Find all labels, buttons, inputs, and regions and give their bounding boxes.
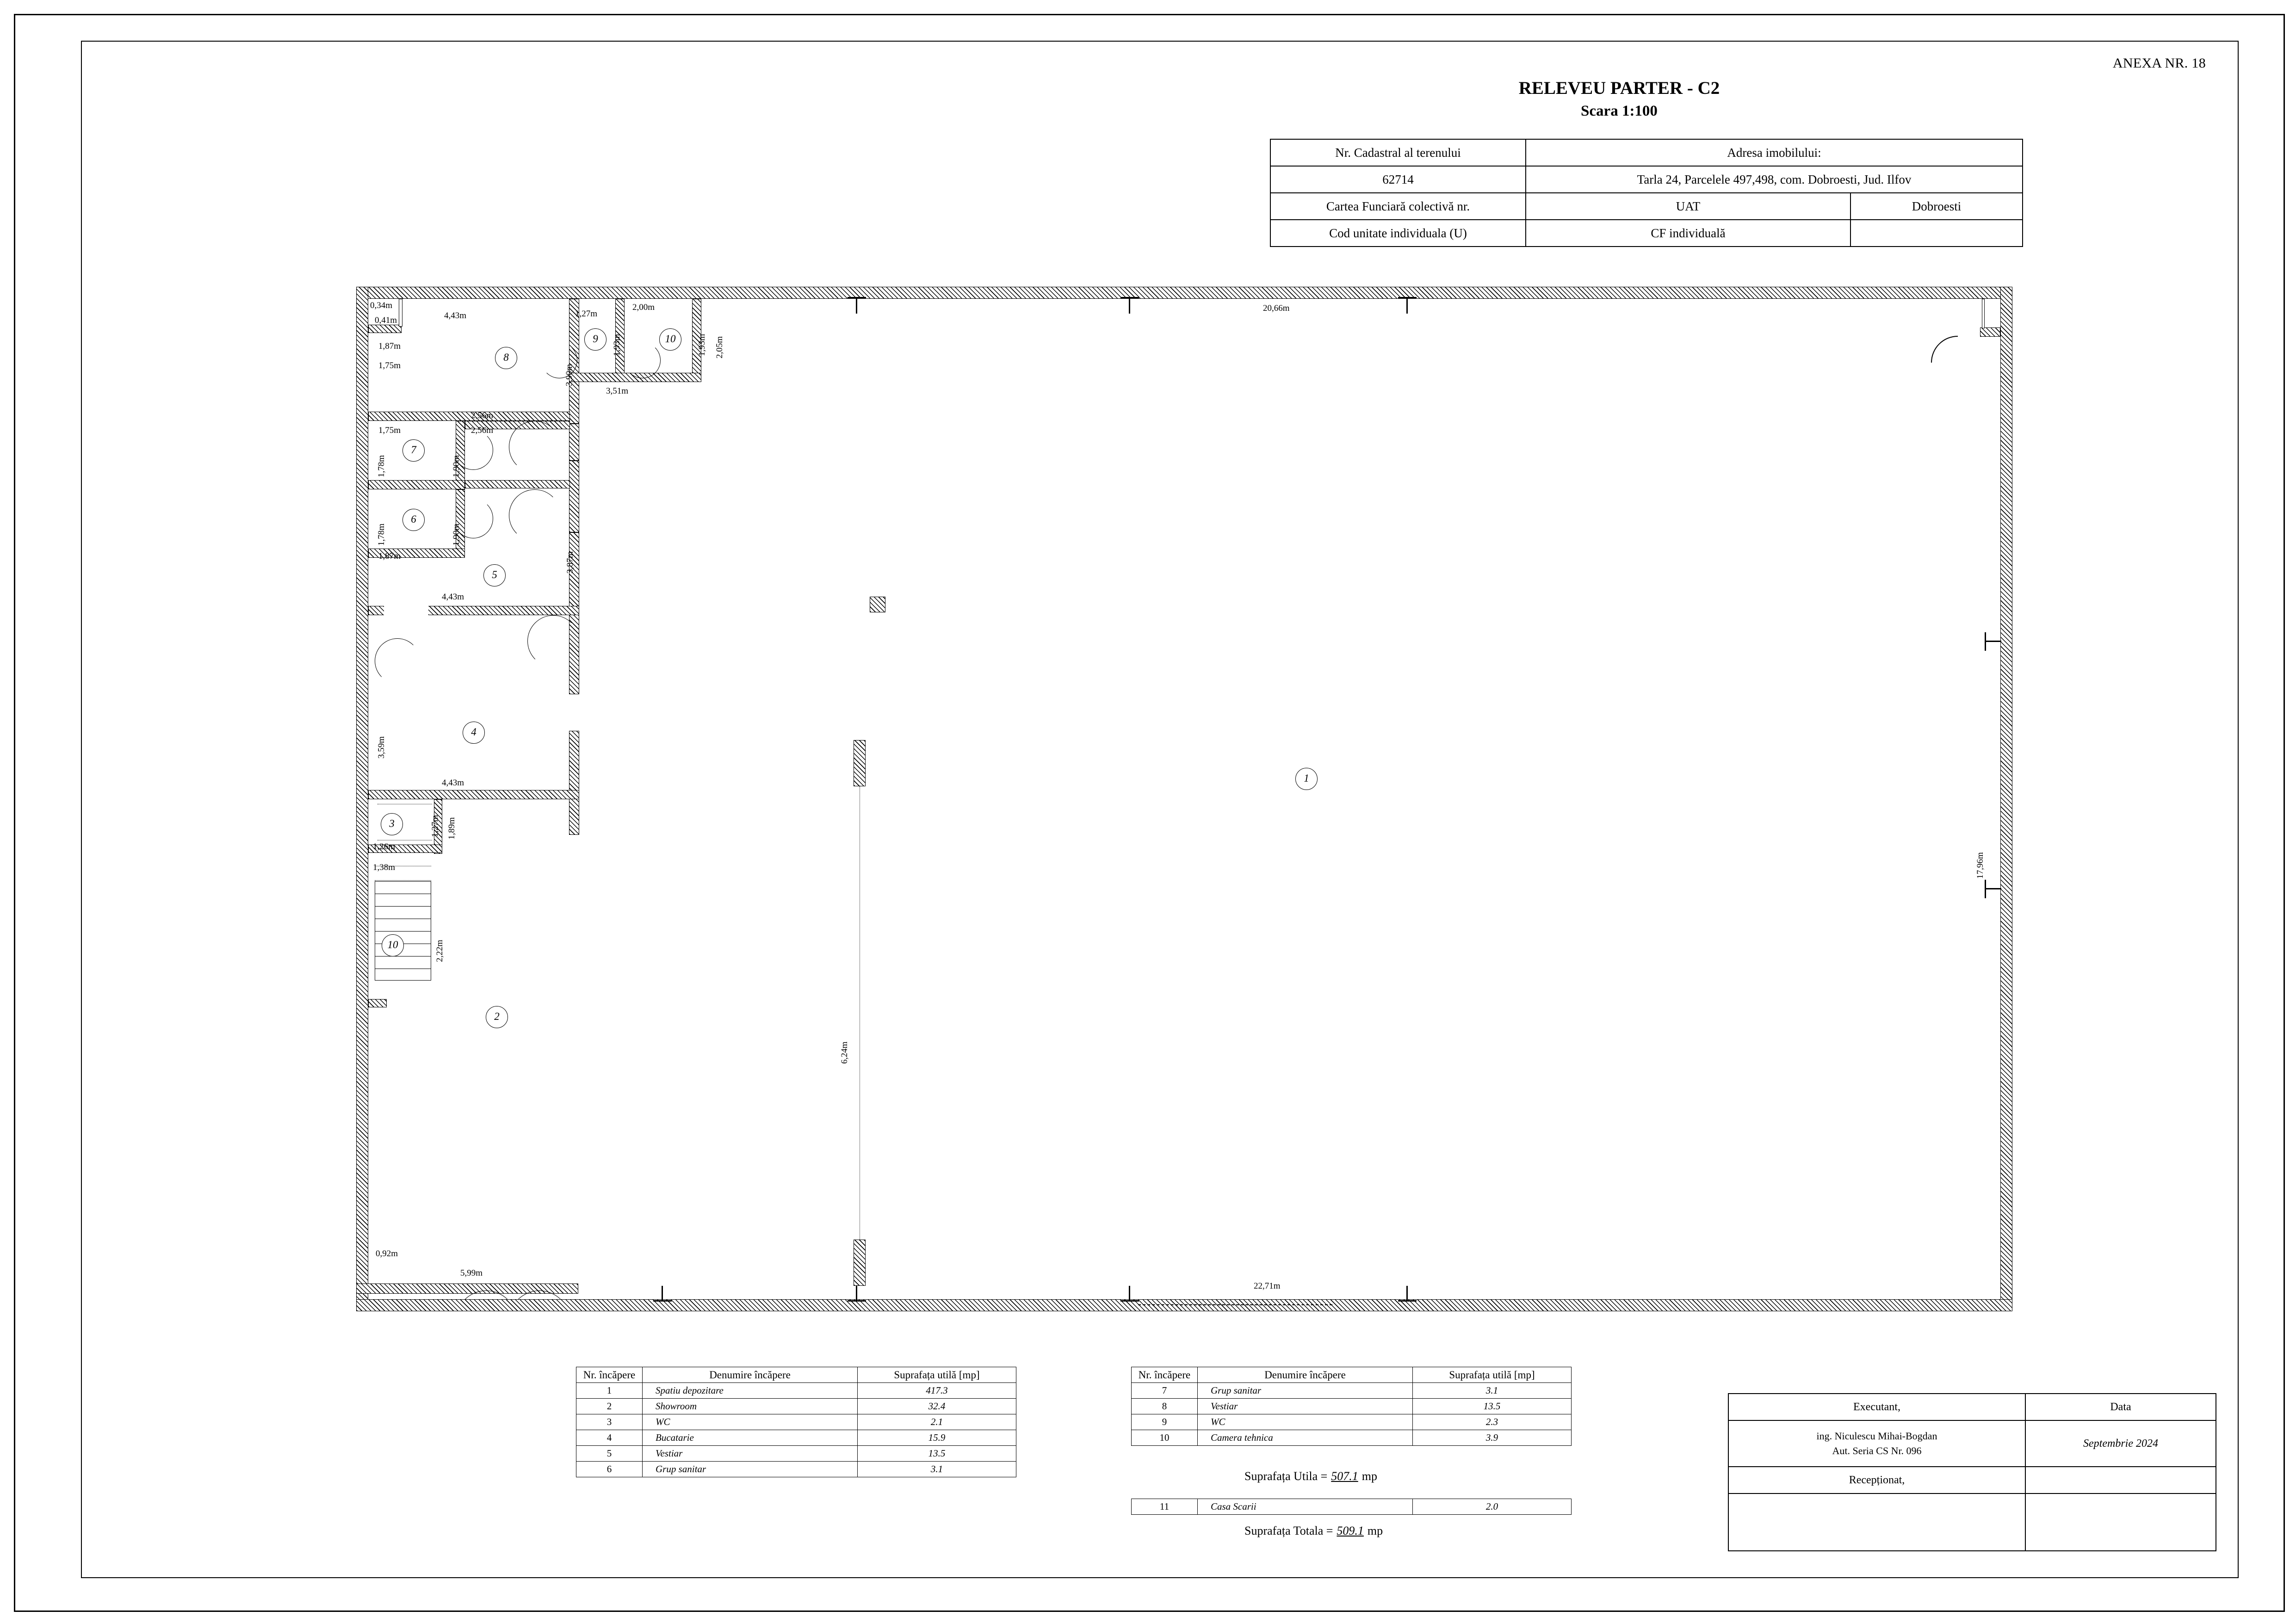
total-area-unit: mp (1367, 1524, 1383, 1537)
total-usable-value: 507.1 (1331, 1469, 1358, 1483)
room-number-6: 6 (402, 509, 425, 531)
dim-1-89: 1,89m (447, 817, 457, 839)
signature-table (1728, 1393, 2216, 1551)
header-uat-value: Dobroesti (1850, 193, 2023, 220)
dim-0-34: 0,34m (370, 301, 393, 310)
room-number-5: 5 (483, 564, 506, 586)
room-nr: 5 (576, 1446, 643, 1462)
dim-top-main: 20,66m (1263, 303, 1290, 313)
room-area: 417.3 (858, 1383, 1016, 1399)
room-nr: 8 (1132, 1399, 1198, 1414)
rooms-table-stair (1131, 1499, 1572, 1515)
room-nr: 9 (1132, 1414, 1198, 1430)
header-cf-individual-value (1850, 220, 2023, 247)
room-name: WC (643, 1414, 858, 1430)
wall-room7-bottom (368, 480, 465, 489)
total-usable-area (1244, 1469, 1377, 1483)
dim-bottom-left: 5,99m (460, 1268, 483, 1278)
room-nr: 6 (576, 1462, 643, 1477)
wall-top (356, 287, 2012, 299)
table-row (576, 1462, 1016, 1477)
beam-tick (856, 297, 857, 314)
header-cf-individual-label: CF individuală (1526, 220, 1850, 247)
dim-bottom-main: 22,71m (1254, 1281, 1281, 1291)
col-area: Suprafața utilă [mp] (1413, 1367, 1572, 1383)
beam-tick (848, 1300, 866, 1302)
room-nr: 1 (576, 1383, 643, 1399)
room-number-9: 9 (584, 328, 606, 351)
table-row (576, 1414, 1016, 1430)
room-nr: 4 (576, 1430, 643, 1446)
beam-tick (1985, 888, 2001, 889)
dim-6-24: 6,24m (840, 1041, 849, 1064)
dim-2-00: 2,00m (632, 302, 655, 312)
floor-plan (356, 287, 2022, 1337)
room-nr: 11 (1132, 1499, 1198, 1515)
total-area (1244, 1524, 1383, 1538)
room-number-1: 1 (1295, 768, 1318, 790)
page-title: RELEVEU PARTER - C2 (1518, 78, 1720, 98)
col-name: Denumire încăpere (1198, 1367, 1413, 1383)
beam-tick (1985, 641, 2001, 642)
dim-1-87-b: 1,87m (378, 551, 401, 561)
wall-right-return (1980, 327, 2000, 337)
executant-value (1728, 1420, 2025, 1467)
dim-4-43-b: 4,43m (442, 592, 464, 602)
room-number-2: 2 (486, 1006, 508, 1028)
column-square (870, 597, 885, 612)
wall-bottom-left-step (368, 999, 387, 1007)
dim-1-78-b: 1,78m (377, 523, 386, 546)
total-area-label: Suprafața Totala = (1244, 1524, 1333, 1537)
room-nr: 10 (1132, 1430, 1198, 1446)
room-area: 3.1 (858, 1462, 1016, 1477)
room-area: 2.1 (858, 1414, 1016, 1430)
total-usable-label: Suprafața Utila = (1244, 1469, 1328, 1483)
room-name: Vestiar (1198, 1399, 1413, 1414)
receptionat-label: Recepționat, (1728, 1467, 2025, 1493)
stair-outline-dotted2 (375, 880, 431, 881)
column-mid-bottom (854, 1240, 866, 1286)
table-row (576, 1430, 1016, 1446)
dim-1-78-a: 1,78m (377, 455, 386, 477)
dim-2-56-a: 2,56m (471, 411, 494, 420)
room-number-4: 4 (463, 722, 485, 744)
room-area: 2.3 (1413, 1414, 1572, 1430)
beam-tick (1120, 1300, 1139, 1302)
wall-room67-corridor2 (465, 480, 570, 488)
room-number-8: 8 (495, 347, 517, 369)
room-nr: 2 (576, 1399, 643, 1414)
wall-partition-vert-b (569, 461, 579, 532)
executant-name: ing. Niculescu Mihai-Bogdan (1816, 1430, 1937, 1442)
table-row (576, 1446, 1016, 1462)
beam-tick (1985, 880, 1986, 898)
door-arc-entry-bottom (456, 1290, 517, 1351)
wall-room4-bottom (368, 790, 579, 799)
room-area: 3.1 (1413, 1383, 1572, 1399)
bottom-dashed-line (1138, 1304, 1332, 1305)
executant-label: Executant, (1728, 1394, 2025, 1420)
beam-tick (1398, 297, 1417, 298)
beam-tick (856, 1286, 857, 1302)
annex-label: ANEXA NR. 18 (2112, 56, 2206, 71)
beam-tick (1406, 297, 1408, 314)
wall-partition-vert-main2 (569, 424, 579, 461)
room-name: WC (1198, 1414, 1413, 1430)
room-nr: 3 (576, 1414, 643, 1430)
executant-authorization: Aut. Seria CS Nr. 096 (1832, 1445, 1922, 1456)
room-area: 2.0 (1413, 1499, 1572, 1515)
header-cf-collective-label: Cartea Funciară colectivă nr. (1270, 193, 1526, 220)
table-row (1132, 1499, 1572, 1515)
header-cadastral-value: 62714 (1270, 166, 1526, 193)
room-number-3: 3 (381, 813, 403, 835)
door-arc-entry-bottom2 (509, 1290, 570, 1351)
dim-2-22: 2,22m (435, 939, 445, 962)
room-number-10-tech: 10 (659, 328, 681, 351)
wall-room8-bottom (368, 412, 570, 421)
col-nr: Nr. încăpere (576, 1367, 643, 1383)
stair-step (375, 956, 431, 957)
wall-left (356, 287, 368, 1311)
table-row (1132, 1399, 1572, 1414)
receptionat-value (1728, 1493, 2025, 1551)
dim-1-27-b: 1,27m (430, 815, 440, 837)
beam-tick (848, 297, 866, 298)
wall-room7-left-jamb (399, 299, 402, 327)
dim-1-75-b: 1,75m (378, 426, 401, 435)
dim-1-75-a: 1,75m (378, 361, 401, 370)
dim-1-90-a: 1,90m (452, 455, 461, 477)
room-area: 13.5 (858, 1446, 1016, 1462)
rooms-table-left (576, 1367, 1016, 1477)
dim-1-90-b: 1,90m (452, 523, 461, 546)
door-arc (509, 421, 561, 473)
dim-3-59: 3,59m (377, 736, 386, 759)
door-arc (625, 342, 661, 378)
wall-room5-door-gap (384, 606, 428, 615)
dim-3-51: 3,51m (606, 386, 629, 396)
room-name: Showroom (643, 1399, 858, 1414)
room-area: 13.5 (1413, 1399, 1572, 1414)
col-name: Denumire încăpere (643, 1367, 858, 1383)
dim-1-93-a: 1,93m (612, 333, 622, 356)
table-row (1132, 1414, 1572, 1430)
beam-tick (1985, 632, 1986, 651)
room-number-7: 7 (402, 439, 425, 462)
stair-step (375, 906, 431, 907)
header-cadastral-label: Nr. Cadastral al terenului (1270, 139, 1526, 166)
beam-tick (662, 1286, 663, 1302)
dim-3-90: 3,90m (564, 364, 574, 386)
table-row (576, 1399, 1016, 1414)
page-scale: Scara 1:100 (1581, 103, 1658, 119)
wall-right (2000, 287, 2012, 1311)
dim-1-27: 1,27m (575, 309, 598, 319)
data-label: Data (2025, 1394, 2216, 1420)
rooms-table-right (1131, 1367, 1572, 1446)
total-usable-unit: mp (1362, 1469, 1378, 1483)
table-row (1132, 1383, 1572, 1399)
room-name: Vestiar (643, 1446, 858, 1462)
door-arc (527, 615, 579, 667)
col-area: Suprafața utilă [mp] (858, 1367, 1016, 1383)
table-row (576, 1383, 1016, 1399)
dim-1-26: 1,26m (373, 842, 396, 852)
room-name: Bucatarie (643, 1430, 858, 1446)
beam-tick (1129, 1286, 1130, 1302)
beam-tick (1406, 1286, 1408, 1302)
room-area: 15.9 (858, 1430, 1016, 1446)
beam-tick (653, 1300, 672, 1302)
room-name: Spatiu depozitare (643, 1383, 858, 1399)
stair-step (375, 931, 431, 932)
door-arc (509, 489, 561, 541)
dim-1-93-b: 1,93m (697, 333, 707, 356)
room-name: Grup sanitar (643, 1462, 858, 1477)
header-code-unit-label: Cod unitate individuala (U) (1270, 220, 1526, 247)
property-header-table (1270, 139, 2023, 247)
room-nr: 7 (1132, 1383, 1198, 1399)
room-name: Camera tehnica (1198, 1430, 1413, 1446)
header-address-label: Adresa imobilului: (1526, 139, 2023, 166)
dim-0-92: 0,92m (376, 1249, 398, 1259)
dim-0-41: 0,41m (375, 315, 397, 325)
room-number-10-stair: 10 (382, 934, 404, 957)
dim-4-43-c: 4,43m (442, 778, 464, 788)
receptionat-date (2025, 1467, 2216, 1493)
table-row (1132, 1430, 1572, 1446)
room-area: 32.4 (858, 1399, 1016, 1414)
beam-tick (1120, 297, 1139, 298)
dim-3-87: 3,87m (565, 551, 575, 574)
room-name: Grup sanitar (1198, 1383, 1413, 1399)
beam-tick (1398, 1300, 1417, 1302)
wall-bottom (356, 1299, 2012, 1311)
room-area: 3.9 (1413, 1430, 1572, 1446)
wall-room7-left-ret (368, 325, 402, 333)
date-value: Septembrie 2024 (2025, 1420, 2216, 1467)
header-uat-label: UAT (1526, 193, 1850, 220)
dim-right-vertical: 17,96m (1975, 852, 1985, 879)
total-area-value: 509.1 (1337, 1524, 1364, 1537)
beam-tick (1129, 297, 1130, 314)
col-nr: Nr. încăpere (1132, 1367, 1198, 1383)
wall-right-jamb (1982, 299, 1985, 328)
dim-2-05: 2,05m (715, 336, 724, 358)
receptionat-extra (2025, 1493, 2216, 1551)
door-arc (375, 638, 420, 684)
dim-1-38: 1,38m (373, 863, 396, 872)
header-address-value: Tarla 24, Parcelele 497,498, com. Dobroesti, Jud. Ilfov (1526, 166, 2023, 193)
dim-2-56-b: 2,56m (471, 426, 494, 435)
dim-4-43-a: 4,43m (444, 311, 467, 321)
room-name: Casa Scarii (1198, 1499, 1413, 1515)
column-mid-top (854, 740, 866, 786)
wall-partition-vert-d (569, 731, 579, 835)
dim-1-87-a: 1,87m (378, 341, 401, 351)
